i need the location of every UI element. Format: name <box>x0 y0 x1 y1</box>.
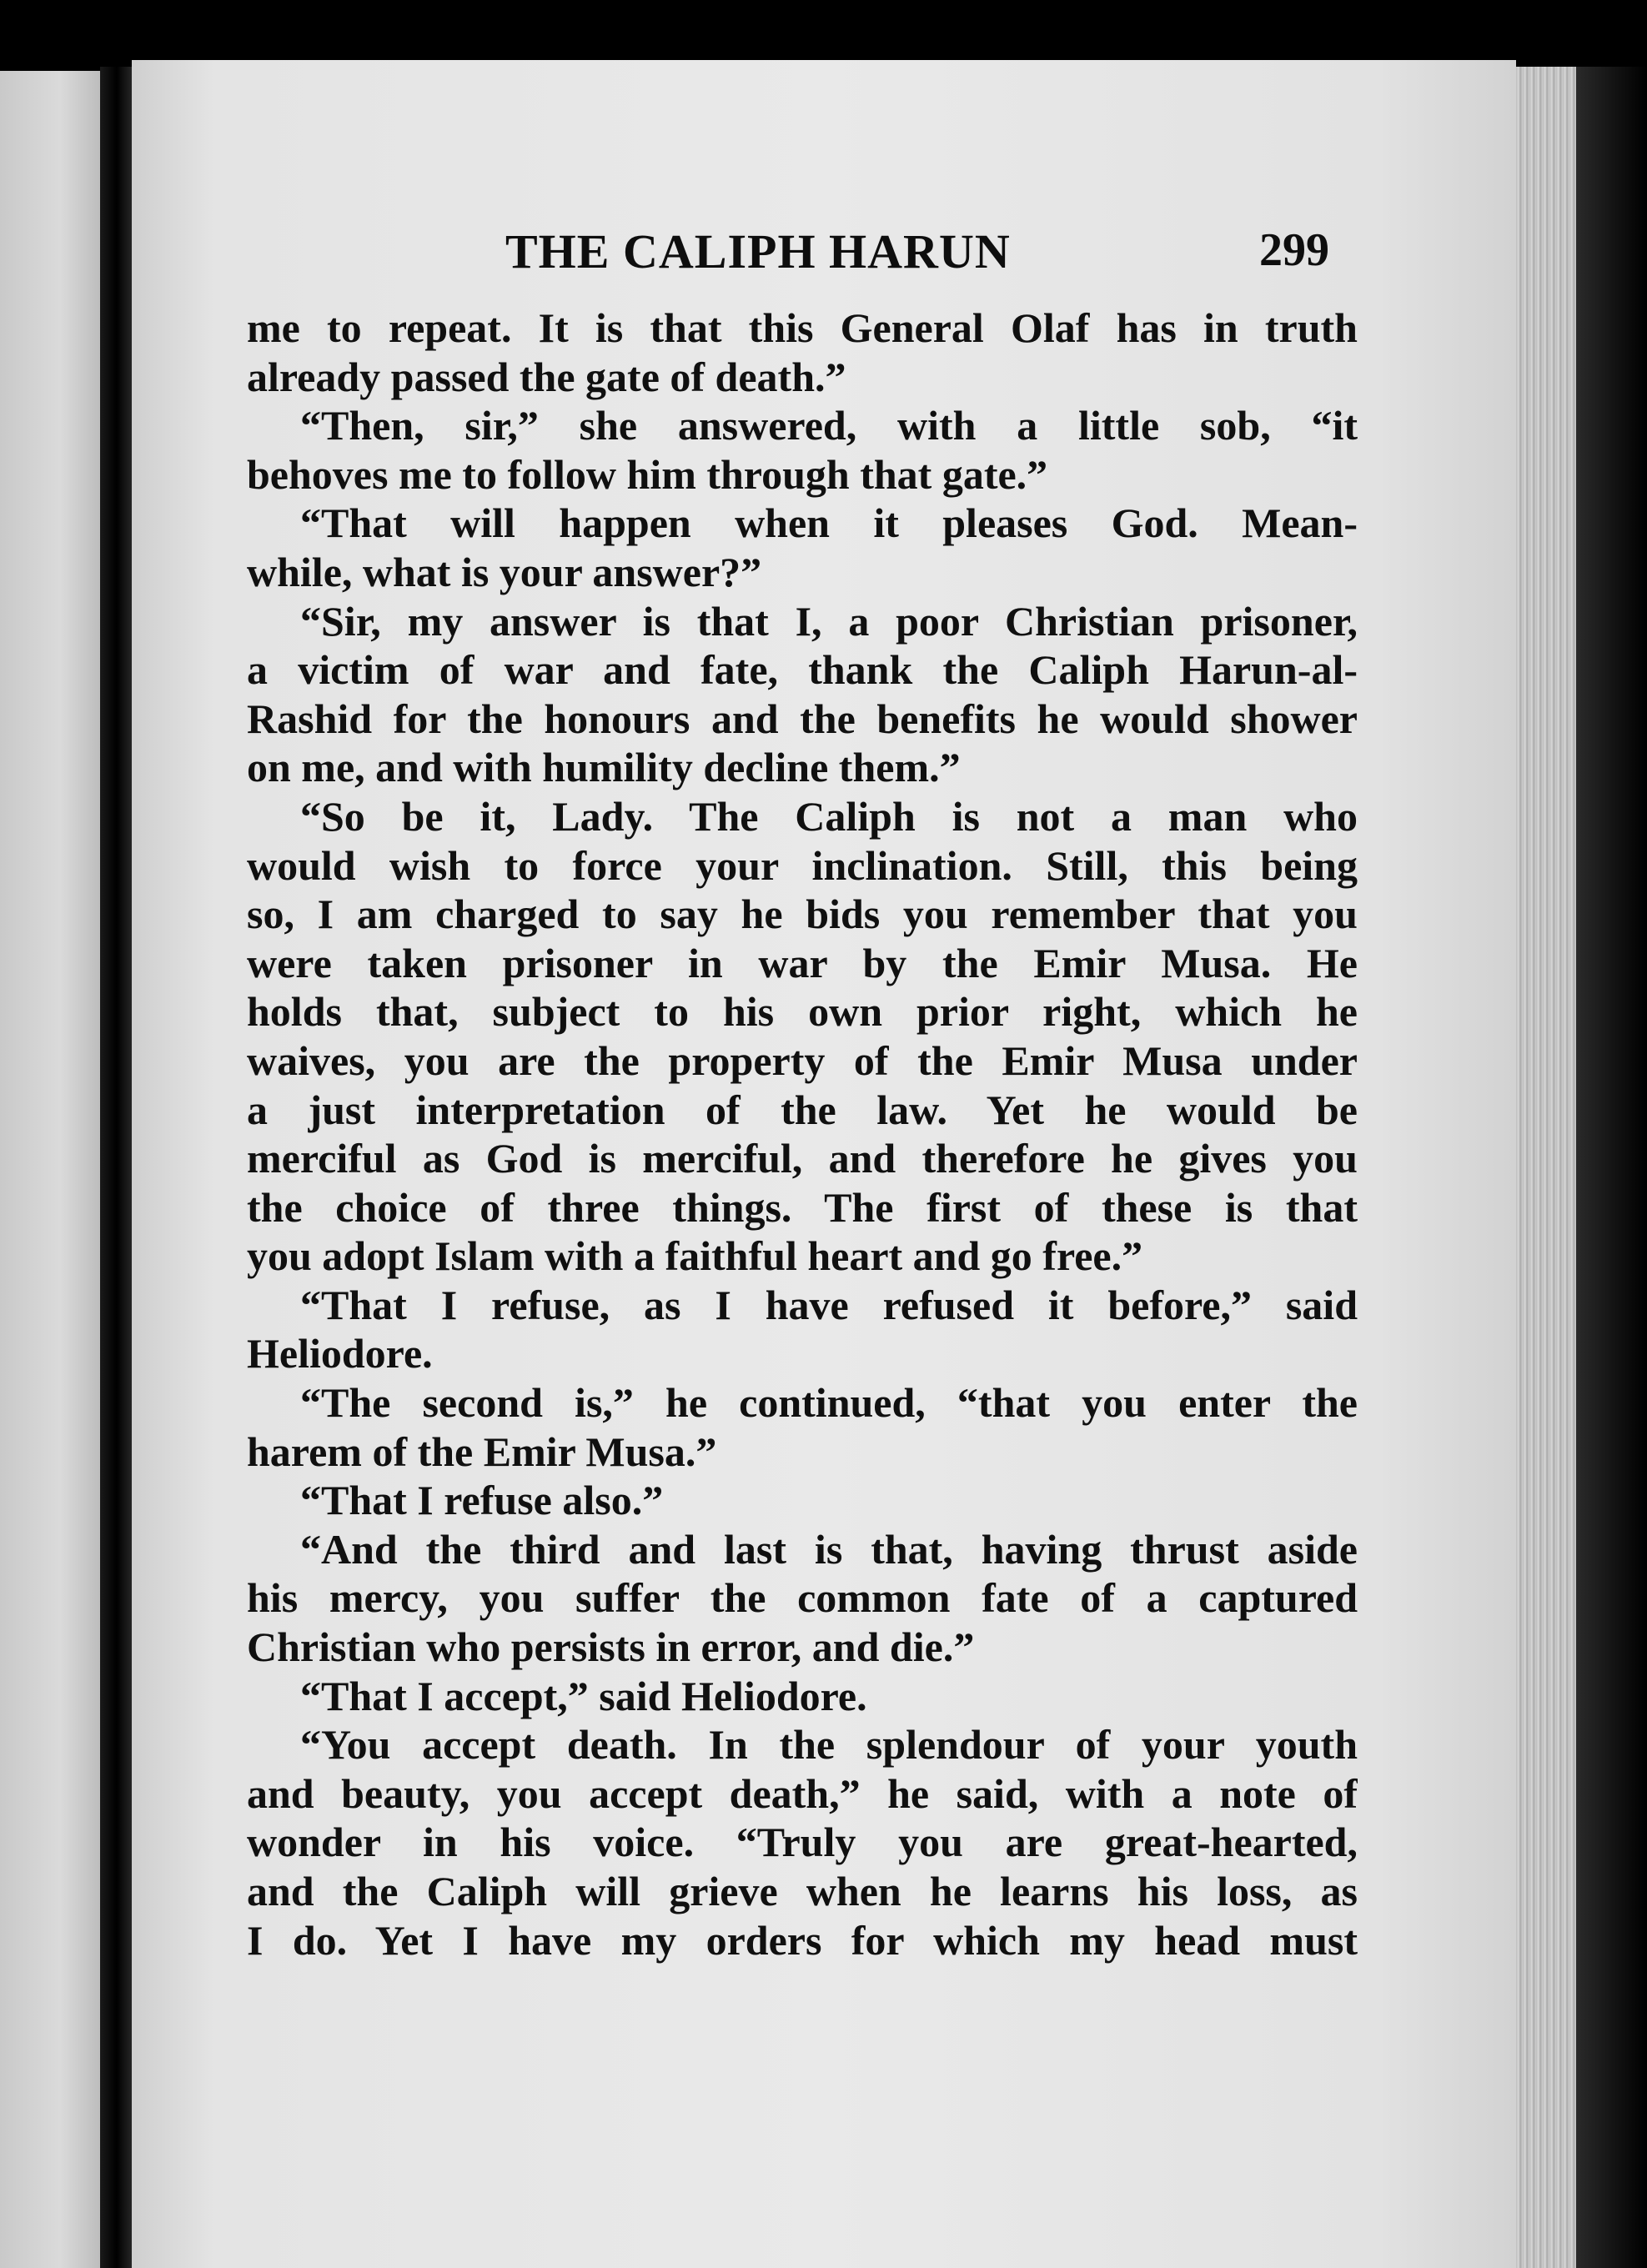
text-line: “That will happen when it pleases God. Mean- <box>300 499 1358 547</box>
text-line: “The second is,” he continued, “that you enter the <box>300 1379 1358 1427</box>
text-line: “That I accept,” said Heliodore. <box>300 1672 867 1719</box>
page-edge-shadow <box>1576 67 1647 2268</box>
text-line: “And the third and last is that, having thrust aside <box>300 1525 1358 1573</box>
text-line: me to repeat. It is that this General Olaf has in truth <box>247 304 1358 351</box>
text-line: holds that, subject to his own prior right, which he <box>247 988 1358 1036</box>
text-line: on me, and with humility decline them.” <box>247 744 961 791</box>
text-line: “That I refuse, as I have refused it before,” said <box>300 1281 1358 1328</box>
text-line: were taken prisoner in war by the Emir Musa. He <box>247 939 1358 986</box>
text-line: you adopt Islam with a faithful heart and go free.” <box>247 1232 1143 1280</box>
book-gutter <box>100 67 133 2268</box>
text-line: the choice of three things. The first of these is that <box>247 1183 1358 1231</box>
text-line: and the Caliph will grieve when he learns his loss, as <box>247 1868 1358 1914</box>
body-text <box>247 304 1358 1964</box>
page-fore-edge <box>1516 67 1576 2268</box>
text-line: already passed the gate of death.” <box>247 353 846 400</box>
text-line: I do. Yet I have my orders for which my head must <box>247 1916 1358 1964</box>
text-line: and beauty, you accept death,” he said, with a note of <box>247 1769 1358 1817</box>
page-number: 299 <box>1259 224 1329 276</box>
text-line: “You accept death. In the splendour of your youth <box>300 1721 1358 1769</box>
text-line: a just interpretation of the law. Yet he would be <box>247 1086 1358 1133</box>
text-line: his mercy, you suffer the common fate of a captured <box>247 1574 1358 1622</box>
text-line: would wish to force your inclination. Still, this being <box>247 841 1358 889</box>
text-line: so, I am charged to say he bids you remember that you <box>247 891 1358 938</box>
text-line: “That I refuse also.” <box>300 1477 664 1524</box>
text-line: while, what is your answer?” <box>247 548 762 595</box>
text-line: “So be it, Lady. The Caliph is not a man who <box>300 792 1358 840</box>
text-line: Heliodore. <box>247 1330 433 1377</box>
text-line: behoves me to follow him through that gate.” <box>247 450 1048 498</box>
text-line: merciful as God is merciful, and therefore he gives you <box>247 1135 1358 1182</box>
text-line: wonder in his voice. “Truly you are great-hearted, <box>247 1819 1358 1866</box>
text-line: a victim of war and fate, thank the Caliph Harun-al- <box>247 646 1358 694</box>
running-head <box>250 223 1334 290</box>
text-line: “Sir, my answer is that I, a poor Christian prisoner, <box>300 597 1358 645</box>
text-line: Rashid for the honours and the benefits he would shower <box>247 695 1358 742</box>
running-title: THE CALIPH HARUN <box>505 224 1011 278</box>
facing-page-edge <box>0 71 100 2268</box>
text-line: Christian who persists in error, and die.” <box>247 1623 975 1671</box>
text-line: harem of the Emir Musa.” <box>247 1428 717 1475</box>
text-line: “Then, sir,” she answered, with a little sob, “it <box>300 402 1358 449</box>
text-line: waives, you are the property of the Emir Musa under <box>247 1036 1358 1084</box>
